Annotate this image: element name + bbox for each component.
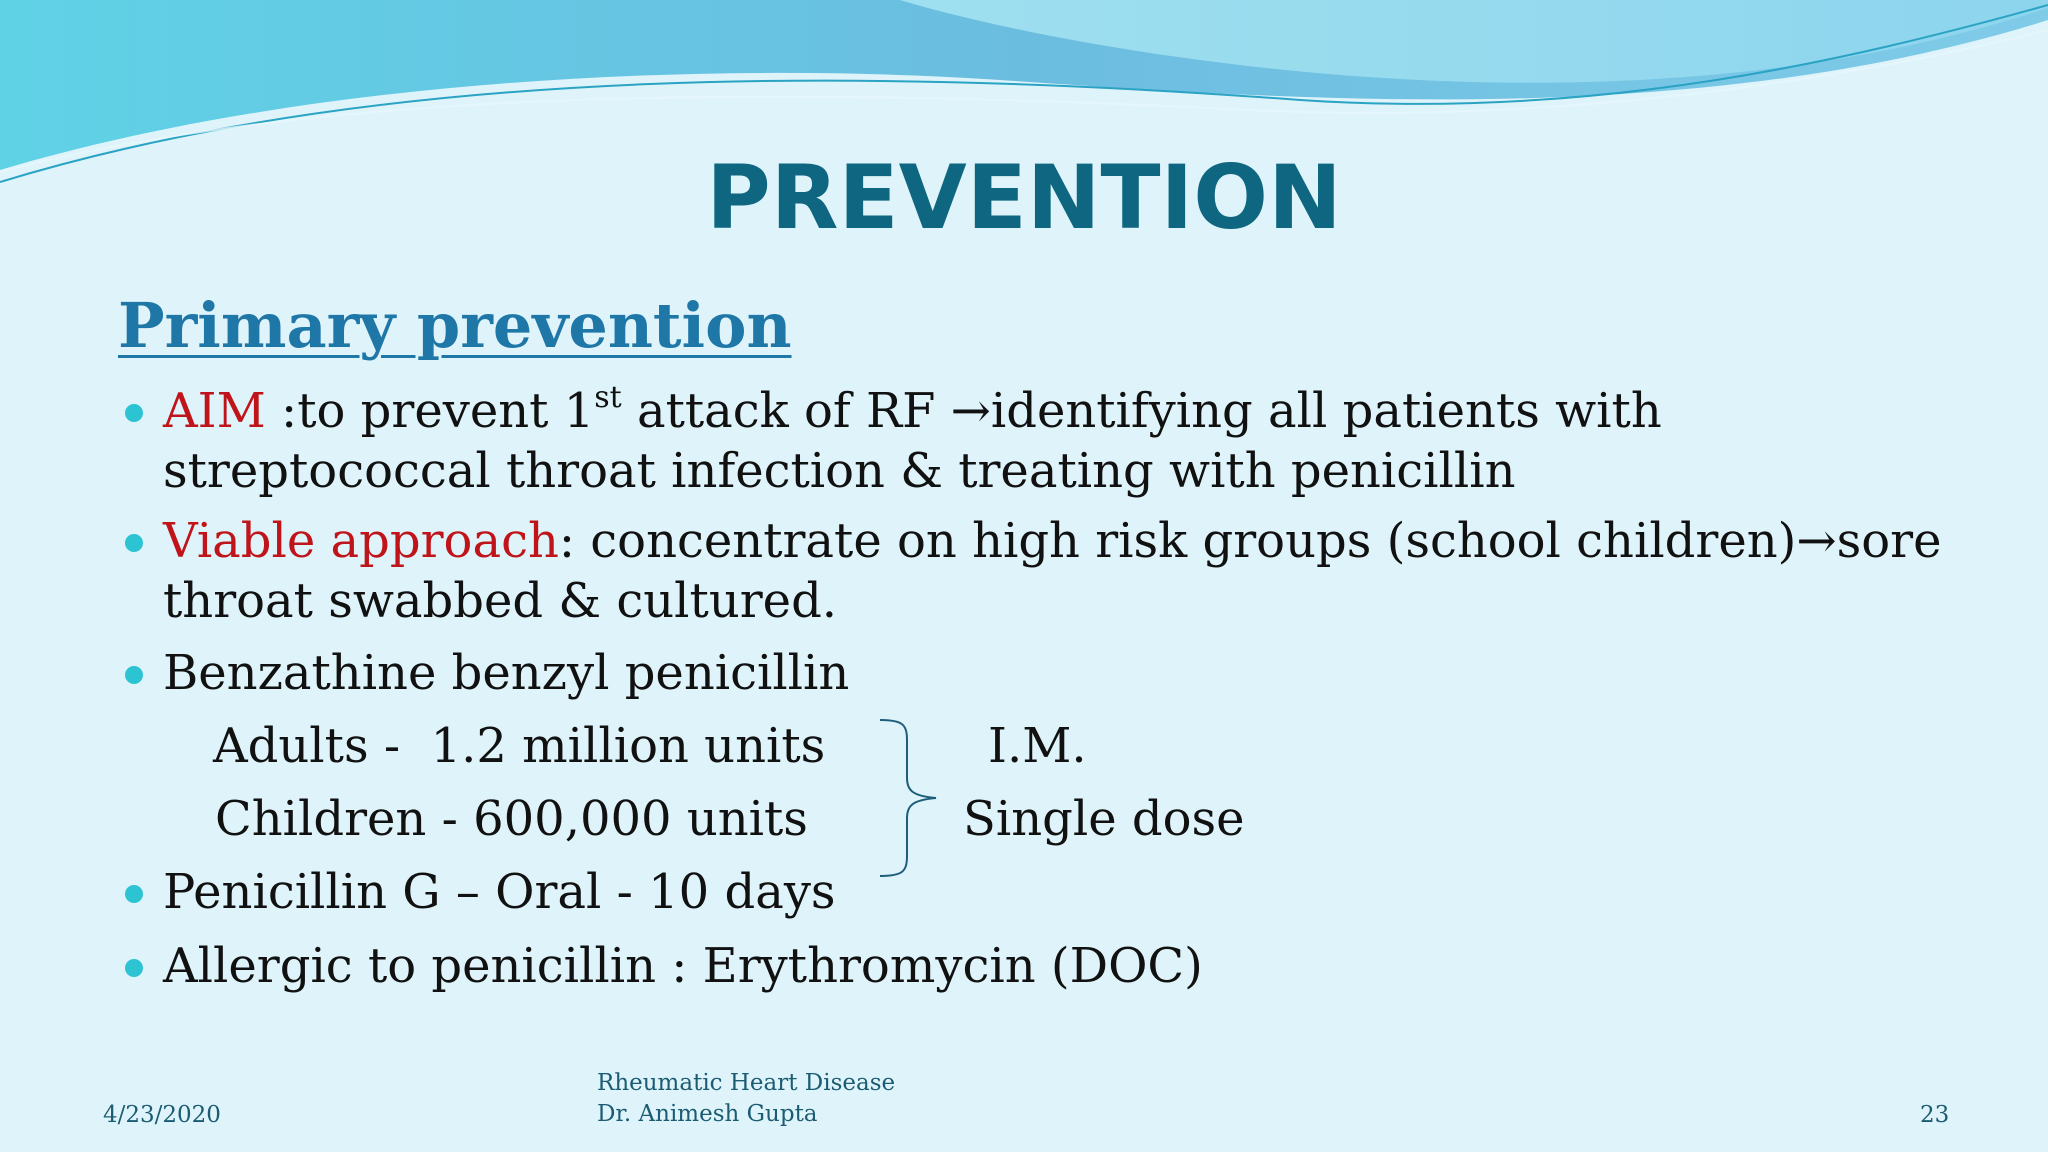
aim-line-2: streptococcal throat infection & treating with penicillin — [163, 443, 1516, 499]
bullet-aim — [163, 381, 1662, 501]
allergic-text: Allergic to penicillin : Erythromycin (DOC) — [163, 938, 1203, 994]
aim-text-c: identifying all patients with — [990, 383, 1662, 439]
bullet-benzathine — [163, 643, 849, 703]
slide-number: 23 — [1920, 1102, 1950, 1128]
viable-text-a: : concentrate on high risk groups (school children) — [558, 513, 1797, 569]
benzathine-text: Benzathine benzyl penicillin — [163, 645, 850, 701]
dose-frequency: Single dose — [963, 791, 1245, 847]
penicillin-g-text: Penicillin G – Oral - 10 days — [163, 864, 836, 920]
bullet-dot — [125, 959, 143, 977]
bullet-dot — [125, 666, 143, 684]
arrow-icon: → — [950, 383, 991, 439]
bullet-dot — [125, 404, 143, 422]
arrow-icon: → — [1796, 513, 1837, 569]
footer-author: Dr. Animesh Gupta — [597, 1101, 818, 1127]
viable-text-b: sore — [1836, 513, 1942, 569]
dose-adults: Adults - 1.2 million units — [213, 718, 826, 774]
footer-topic — [597, 1068, 895, 1130]
bullet-dot — [125, 885, 143, 903]
aim-superscript: st — [594, 380, 622, 415]
section-subtitle: Primary prevention — [118, 289, 792, 362]
aim-text-b: attack of RF — [621, 383, 951, 439]
dose-route: I.M. — [988, 718, 1087, 774]
dose-children: Children - 600,000 units — [215, 791, 808, 847]
bullet-dot — [125, 534, 143, 552]
footer-date: 4/23/2020 — [103, 1102, 221, 1128]
bullet-penicillin-g — [163, 862, 836, 922]
viable-line-2: throat swabbed & cultured. — [163, 573, 838, 629]
aim-text-a: :to prevent 1 — [265, 383, 595, 439]
footer-topic-title: Rheumatic Heart Disease — [597, 1070, 896, 1096]
bullet-viable-approach — [163, 511, 1942, 631]
viable-label: Viable approach — [163, 513, 559, 569]
aim-label: AIM — [163, 383, 266, 439]
slide-title: PREVENTION — [706, 146, 1342, 249]
curly-brace-icon — [876, 716, 946, 880]
bullet-allergic — [163, 936, 1203, 996]
